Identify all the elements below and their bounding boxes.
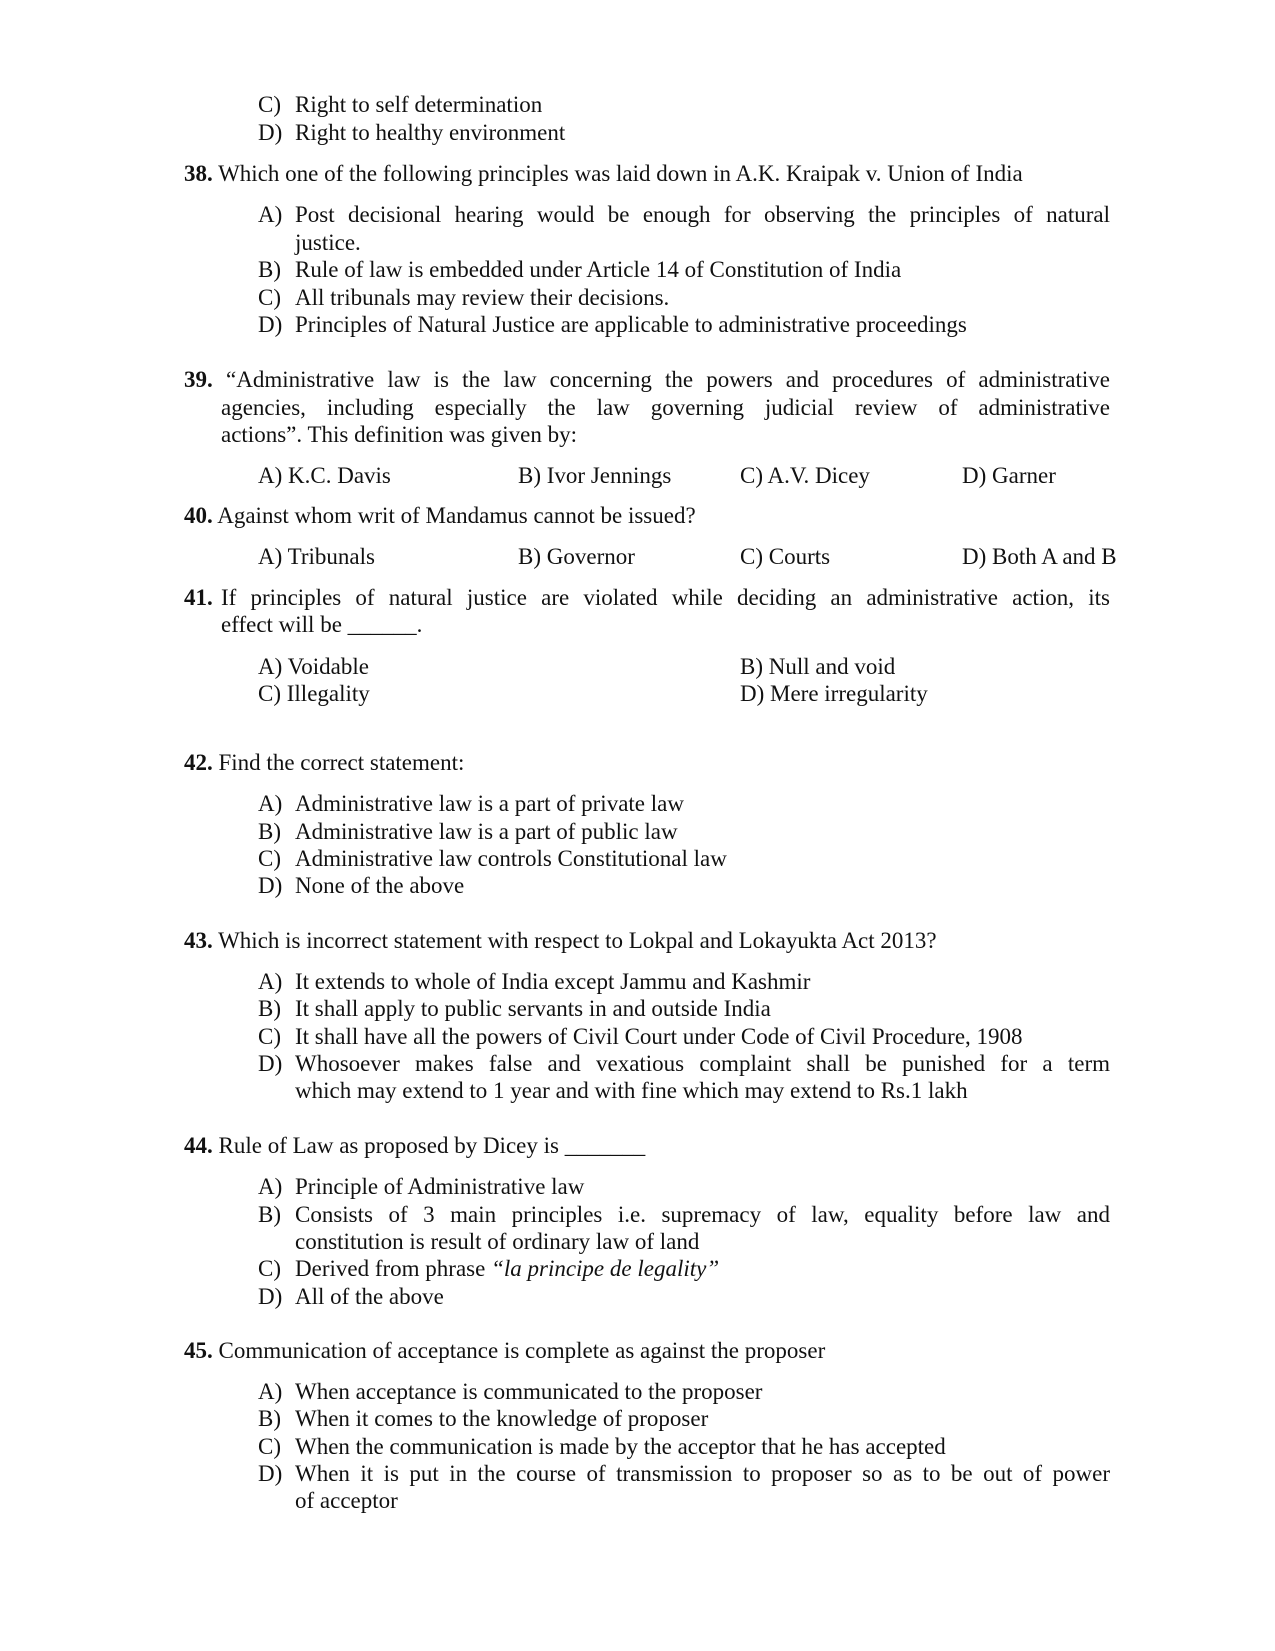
- question-number: 38.: [184, 161, 213, 186]
- option-label: B): [258, 1202, 281, 1227]
- option-text: None of the above: [295, 873, 465, 898]
- option-text: of acceptor: [295, 1488, 398, 1513]
- option-label: A): [258, 1174, 283, 1199]
- option-label: B): [258, 1406, 281, 1431]
- option-text: Administrative law is a part of private law: [295, 791, 684, 816]
- option-label: C): [258, 1434, 281, 1459]
- option-label: D): [258, 120, 283, 145]
- question-text-line: “Administrative law is the law concerning the powers and procedures of administrative: [226, 367, 1110, 392]
- question-text: Which is incorrect statement with respect to Lokpal and Lokayukta Act 2013?: [218, 928, 937, 953]
- option-text: Consists of 3 main principles i.e. supremacy of law, equality before law and: [295, 1202, 1110, 1227]
- option-a: A) Tribunals: [258, 544, 375, 569]
- option-label: A): [258, 791, 283, 816]
- question-text-line: actions”. This definition was given by:: [221, 422, 578, 447]
- option-text: Right to healthy environment: [295, 120, 566, 145]
- question-text-line: If principles of natural justice are violated while deciding an administrative action, its: [221, 585, 1110, 610]
- option-label: C): [258, 92, 281, 117]
- question-number: 41.: [184, 585, 213, 610]
- question-number: 42.: [184, 750, 213, 775]
- question-stem: [184, 502, 696, 530]
- question-stem: [184, 927, 937, 955]
- option-label: B): [258, 257, 281, 282]
- option-label: B): [258, 819, 281, 844]
- option-b: B) Governor: [518, 544, 635, 569]
- option-a: A) Voidable: [258, 654, 369, 679]
- question-number: 45.: [184, 1338, 213, 1363]
- option-label: C): [258, 846, 281, 871]
- option-c: C) A.V. Dicey: [740, 463, 870, 488]
- option-label: B): [258, 996, 281, 1021]
- option-text: Principle of Administrative law: [295, 1174, 585, 1199]
- question-number: 44.: [184, 1133, 213, 1158]
- option-b: B) Null and void: [740, 654, 896, 679]
- option-text: When the communication is made by the acceptor that he has accepted: [295, 1434, 946, 1459]
- option-text: justice.: [295, 230, 361, 255]
- option-text: It shall apply to public servants in and outside India: [295, 996, 771, 1021]
- option-a: A) K.C. Davis: [258, 463, 391, 488]
- question-text: Rule of Law as proposed by Dicey is _______: [218, 1133, 646, 1158]
- question-stem: [184, 1337, 825, 1365]
- option-text: Administrative law is a part of public law: [295, 819, 678, 844]
- italic-phrase: “la principe de legality”: [491, 1256, 720, 1281]
- option-text: When acceptance is communicated to the proposer: [295, 1379, 763, 1404]
- option-label: D): [258, 873, 283, 898]
- option-label: D): [258, 1461, 283, 1486]
- option-text: Whosoever makes false and vexatious complaint shall be punished for a term: [295, 1051, 1110, 1076]
- option-text: It shall have all the powers of Civil Court under Code of Civil Procedure, 1908: [295, 1024, 1023, 1049]
- option-b: B) Ivor Jennings: [518, 463, 672, 488]
- option-d: D) Garner: [962, 463, 1056, 488]
- option-text: constitution is result of ordinary law of land: [295, 1229, 700, 1254]
- question-text: Which one of the following principles was laid down in A.K. Kraipak v. Union of India: [218, 161, 1023, 186]
- question-text: Against whom writ of Mandamus cannot be issued?: [217, 503, 696, 528]
- option-text: When it comes to the knowledge of proposer: [295, 1406, 709, 1431]
- option-text: which may extend to 1 year and with fine which may extend to Rs.1 lakh: [295, 1078, 968, 1103]
- option-text: All of the above: [295, 1284, 444, 1309]
- question-text: Find the correct statement:: [218, 750, 465, 775]
- option-label: C): [258, 285, 281, 310]
- option-label: A): [258, 969, 283, 994]
- option-label: D): [258, 312, 283, 337]
- option-c: C) Courts: [740, 544, 831, 569]
- option-text: Principles of Natural Justice are applicable to administrative proceedings: [295, 312, 967, 337]
- option-d: D) Mere irregularity: [740, 681, 928, 706]
- option-text: It extends to whole of India except Jammu and Kashmir: [295, 969, 811, 994]
- question-number: 39.: [184, 367, 213, 392]
- question-text-line: agencies, including especially the law governing judicial review of administrative: [221, 395, 1110, 420]
- option-label: C): [258, 1024, 281, 1049]
- option-label: D): [258, 1284, 283, 1309]
- option-text: Rule of law is embedded under Article 14 of Constitution of India: [295, 257, 902, 282]
- option-label: C): [258, 1256, 281, 1281]
- option-text: Right to self determination: [295, 92, 543, 117]
- option-label: D): [258, 1051, 283, 1076]
- option-d: D) Both A and B: [962, 544, 1117, 569]
- question-stem: [184, 160, 1023, 188]
- question-number: 40.: [184, 503, 213, 528]
- option-text: When it is put in the course of transmission to proposer so as to be out of power: [295, 1461, 1110, 1486]
- question-number: 43.: [184, 928, 213, 953]
- option-text: Post decisional hearing would be enough for observing the principles of natural: [295, 202, 1110, 227]
- question-text-line: effect will be ______.: [221, 612, 423, 637]
- option-text: All tribunals may review their decisions.: [295, 285, 670, 310]
- option-label: A): [258, 202, 283, 227]
- question-stem: [184, 749, 464, 777]
- option-c: C) Illegality: [258, 681, 370, 706]
- question-text: Communication of acceptance is complete as against the proposer: [218, 1338, 826, 1363]
- option-text: Derived from phrase “la principe de legality”: [295, 1256, 720, 1281]
- option-text: Administrative law controls Constitutional law: [295, 846, 727, 871]
- option-label: A): [258, 1379, 283, 1404]
- question-stem: [184, 1132, 645, 1160]
